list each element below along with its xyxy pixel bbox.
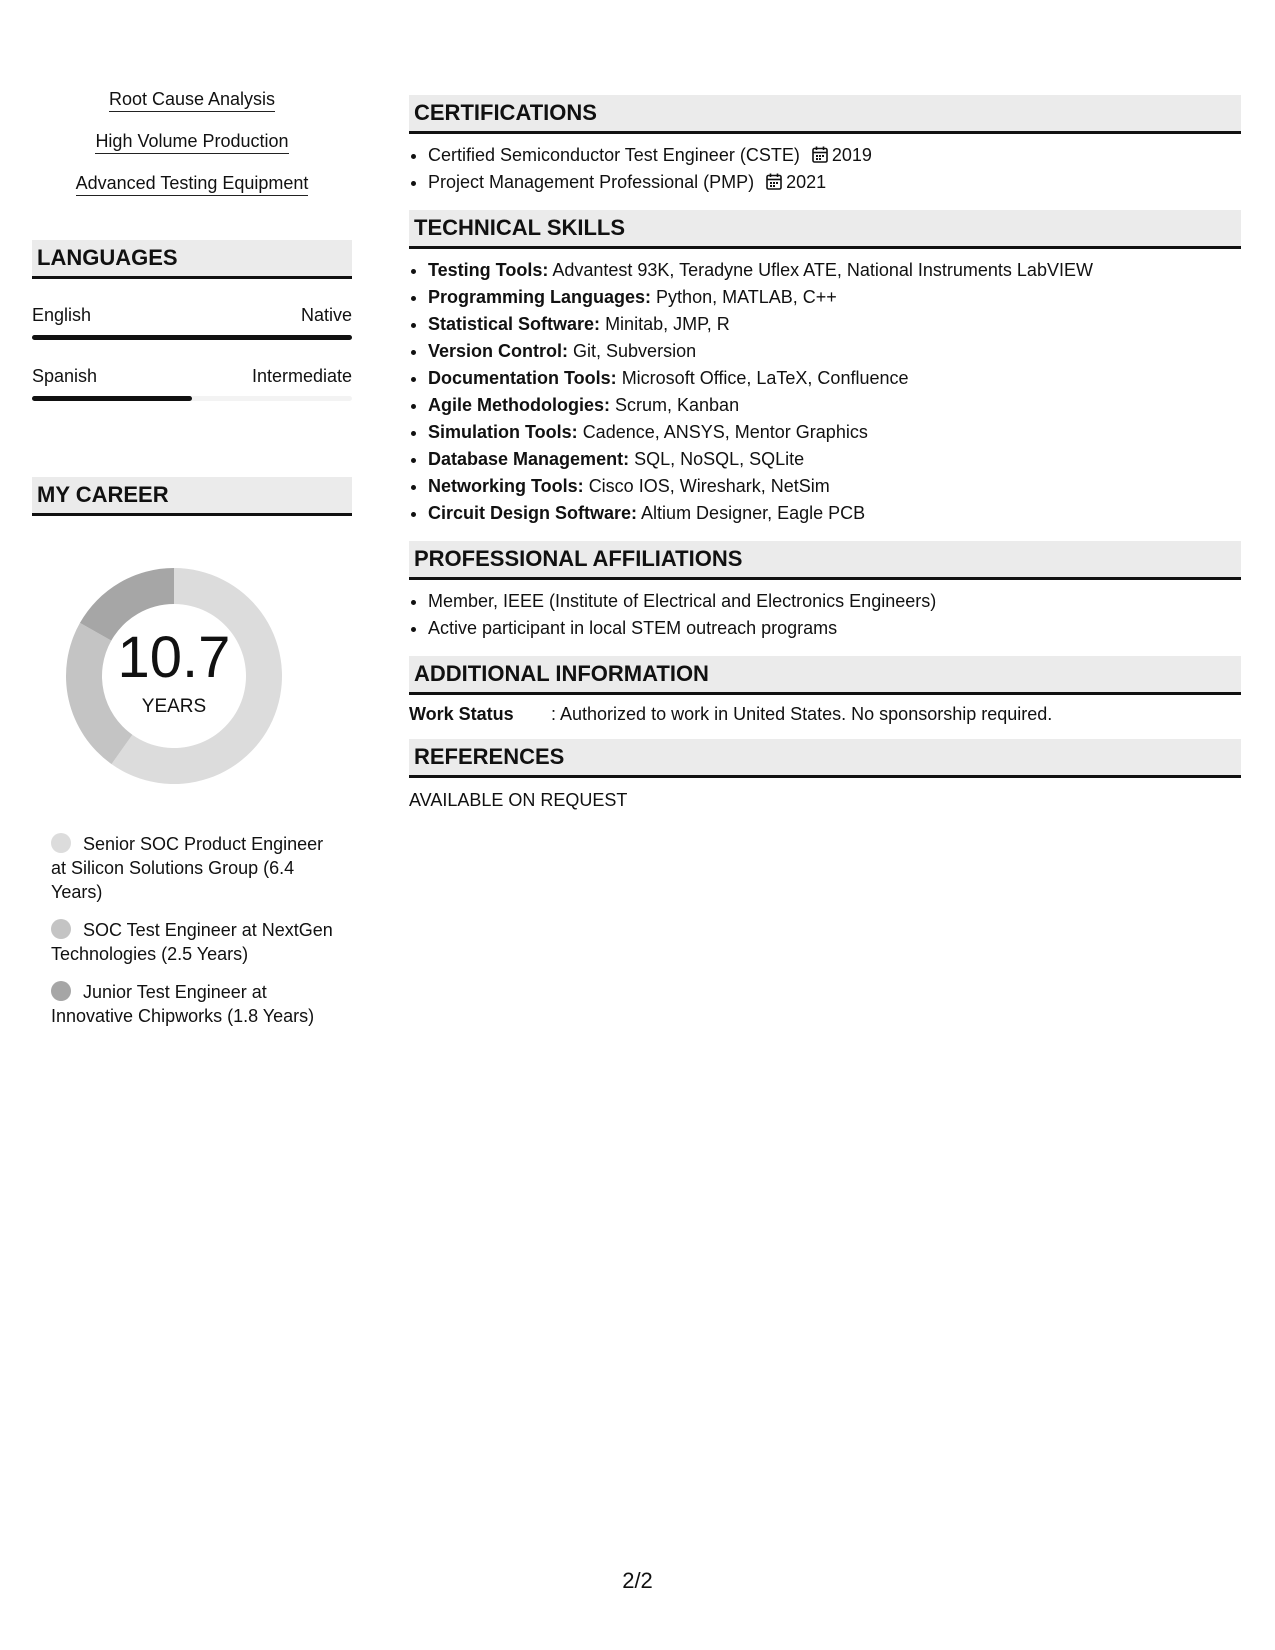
skill-label: Simulation Tools: [428, 422, 578, 442]
language-item [32, 366, 352, 401]
left-column [32, 82, 352, 1042]
list-item [428, 392, 1241, 419]
work-status-label: Work Status [409, 704, 514, 724]
calendar-icon [766, 173, 782, 190]
references-section [409, 739, 1241, 811]
skill-item: High Volume Production [95, 130, 288, 154]
technical-skills-heading: TECHNICAL SKILLS [409, 210, 1241, 249]
skill-value: Cisco IOS, Wireshark, NetSim [588, 476, 830, 496]
list-item: • Member, IEEE (Institute of Electrical and Electronics Engineers) [428, 588, 1241, 615]
list-item [428, 473, 1241, 500]
languages-heading: LANGUAGES [32, 240, 352, 279]
list-item [428, 311, 1241, 338]
legend-item [51, 980, 341, 1028]
skill-list [32, 82, 352, 208]
legend-item [51, 832, 341, 904]
languages-section [32, 240, 352, 401]
legend-item [51, 918, 341, 966]
skill-label: Database Management: [428, 449, 630, 469]
skill-item: Root Cause Analysis [109, 88, 275, 112]
skill-label: Documentation Tools: [428, 368, 617, 388]
work-status-row [409, 704, 1241, 725]
career-unit: YEARS [141, 696, 207, 717]
calendar-icon [812, 146, 828, 163]
skill-value: Scrum, Kanban [615, 395, 740, 415]
skill-label: Agile Methodologies: [428, 395, 610, 415]
skill-label: Networking Tools: [428, 476, 584, 496]
proficiency-fill [32, 396, 192, 401]
skill-value: Git, Subversion [573, 341, 697, 361]
skill-value: Minitab, JMP, R [605, 314, 730, 334]
list-item [428, 284, 1241, 311]
list-item [428, 257, 1241, 284]
certification-year: 2019 [831, 145, 872, 165]
language-name: Spanish [32, 366, 98, 386]
certifications-section [409, 95, 1241, 196]
list-item: • Active participant in local STEM outreach programs [428, 615, 1241, 642]
career-total: 10.7 [117, 625, 231, 690]
career-legend [51, 832, 341, 1028]
certification-name: Certified Semiconductor Test Engineer (CSTE) [428, 145, 800, 165]
skill-item: Advanced Testing Equipment [76, 172, 309, 196]
legend-dot [51, 981, 71, 1001]
list-item [428, 142, 1241, 169]
legend-label: SOC Test Engineer at NextGen Technologies (2.5 Years) [51, 920, 333, 964]
list-item [428, 446, 1241, 473]
skill-value: Altium Designer, Eagle PCB [641, 503, 866, 523]
career-section [32, 477, 352, 1028]
skill-value: SQL, NoSQL, SQLite [634, 449, 805, 469]
skill-value: Python, MATLAB, C++ [656, 287, 837, 307]
proficiency-fill [32, 335, 352, 340]
additional-info-section [409, 656, 1241, 725]
legend-dot [51, 919, 71, 939]
certifications-heading: CERTIFICATIONS [409, 95, 1241, 134]
list-item [428, 338, 1241, 365]
list-item [428, 169, 1241, 196]
career-heading: MY CAREER [32, 477, 352, 516]
list-item [428, 500, 1241, 527]
proficiency-bar [32, 335, 352, 340]
skill-label: Testing Tools: [428, 260, 549, 280]
legend-dot [51, 833, 71, 853]
skill-value: Advantest 93K, Teradyne Uflex ATE, National Instruments LabVIEW [552, 260, 1093, 280]
skill-value: Microsoft Office, LaTeX, Confluence [621, 368, 909, 388]
skill-label: Statistical Software: [428, 314, 601, 334]
additional-info-heading: ADDITIONAL INFORMATION [409, 656, 1241, 695]
legend-label: Junior Test Engineer at Innovative Chipworks (1.8 Years) [51, 982, 315, 1026]
right-column [409, 95, 1241, 811]
certification-name: Project Management Professional (PMP) [428, 172, 755, 192]
page-number: 2/2 [622, 1568, 653, 1593]
language-item [32, 305, 352, 340]
proficiency-bar [32, 396, 352, 401]
list-item [428, 365, 1241, 392]
affiliations-section [409, 541, 1241, 642]
legend-label: Senior SOC Product Engineer at Silicon Solutions Group (6.4 Years) [51, 834, 324, 902]
skill-value: Cadence, ANSYS, Mentor Graphics [582, 422, 868, 442]
work-status-value: : Authorized to work in United States. No sponsorship required. [551, 704, 1053, 724]
affiliations-heading: PROFESSIONAL AFFILIATIONS [409, 541, 1241, 580]
language-name: English [32, 305, 92, 325]
skill-label: Circuit Design Software: [428, 503, 638, 523]
skill-label: Programming Languages: [428, 287, 652, 307]
certification-year: 2021 [786, 172, 827, 192]
language-level: Intermediate [251, 366, 352, 386]
language-level: Native [300, 305, 352, 325]
references-heading: REFERENCES [409, 739, 1241, 778]
list-item [428, 419, 1241, 446]
skill-label: Version Control: [428, 341, 569, 361]
career-donut-chart [54, 556, 294, 796]
technical-skills-section [409, 210, 1241, 527]
references-text: AVAILABLE ON REQUEST [409, 790, 628, 810]
